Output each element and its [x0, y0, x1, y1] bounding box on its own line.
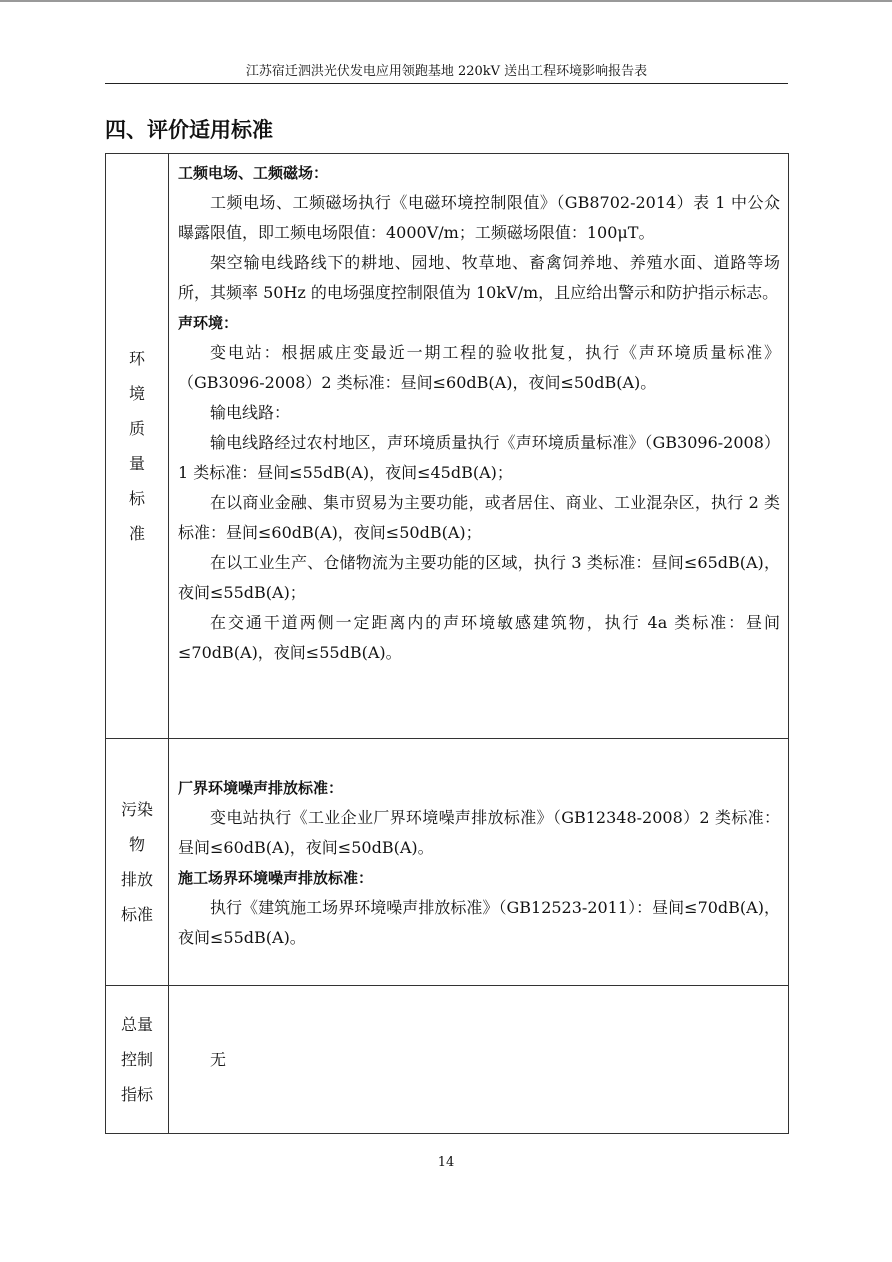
table-row-pollutant-emission [106, 739, 789, 986]
label-char: 控制 [120, 1050, 153, 1069]
label-char: 量 [128, 454, 145, 473]
label-char: 物 [128, 835, 145, 854]
label-char: 总量 [120, 1015, 153, 1034]
paragraph: 在以工业生产、仓储物流为主要功能的区域，执行 3 类标准：昼间≤65dB(A)，夜间≤55dB(A)； [178, 553, 780, 602]
content-block [178, 773, 780, 953]
row-label-total-control [106, 986, 169, 1134]
section-title: 四、评价适用标准 [105, 118, 273, 142]
row-content-environmental-quality [169, 154, 789, 739]
paragraph: 执行《建筑施工场界环境噪声排放标准》（GB12523-2011）：昼间≤70dB(A)，夜间≤55dB(A)。 [178, 898, 780, 947]
page-number: 14 [437, 1155, 455, 1170]
subheading: 厂界环境噪声排放标准： [178, 779, 344, 797]
label-char: 排放 [120, 870, 153, 889]
running-header-title: 江苏宿迁泗洪光伏发电应用领跑基地 220kV 送出工程环境影响报告表 [245, 64, 648, 79]
paragraph: 变电站执行《工业企业厂界环境噪声排放标准》（GB12348-2008）2 类标准：昼间≤60dB(A)，夜间≤50dB(A)。 [178, 808, 780, 857]
row-content-total-control [169, 986, 789, 1134]
paragraph: 工频电场、工频磁场执行《电磁环境控制限值》（GB8702-2014）表 1 中公众曝露限值，即工频电场限值：4000V/m；工频磁场限值：100μT。 [178, 193, 780, 242]
paragraph: 输电线路： [210, 403, 291, 422]
standards-table [105, 153, 789, 1134]
paragraph: 输电线路经过农村地区，声环境质量执行《声环境质量标准》（GB3096-2008）1 类标准：昼间≤55dB(A)，夜间≤45dB(A)； [178, 433, 780, 482]
content-block [178, 1045, 780, 1075]
label-char: 境 [128, 384, 145, 403]
subheading: 声环境： [178, 314, 239, 332]
label-char: 标 [128, 489, 145, 508]
vertical-label [106, 792, 168, 932]
subheading: 工频电场、工频磁场： [178, 164, 329, 182]
table-row-environmental-quality [106, 154, 789, 739]
label-char: 指标 [120, 1085, 153, 1104]
row-label-pollutant-emission [106, 739, 169, 986]
paragraph: 在以商业金融、集市贸易为主要功能，或者居住、商业、工业混杂区，执行 2 类标准：昼间≤60dB(A)，夜间≤50dB(A)； [178, 493, 780, 542]
vertical-label [106, 1007, 168, 1112]
label-char: 准 [128, 524, 145, 543]
paragraph: 无 [210, 1049, 227, 1069]
content-block [178, 158, 780, 668]
subheading: 施工场界环境噪声排放标准： [178, 869, 374, 887]
label-char: 标准 [120, 905, 153, 924]
paragraph: 架空输电线路线下的耕地、园地、牧草地、畜禽饲养地、养殖水面、道路等场所，其频率 50Hz 的电场强度控制限值为 10kV/m，且应给出警示和防护指示标志。 [178, 253, 780, 302]
table-row-total-control [106, 986, 789, 1134]
vertical-label [106, 341, 168, 551]
label-char: 环 [128, 349, 145, 368]
header-rule [105, 83, 788, 84]
page-top-rule [0, 0, 892, 2]
row-label-environmental-quality [106, 154, 169, 739]
row-content-pollutant-emission [169, 739, 789, 986]
paragraph: 在交通干道两侧一定距离内的声环境敏感建筑物，执行 4a 类标准：昼间≤70dB(A)，夜间≤55dB(A)。 [178, 613, 780, 662]
label-char: 污染 [120, 800, 153, 819]
label-char: 质 [128, 419, 145, 438]
paragraph: 变电站：根据戚庄变最近一期工程的验收批复，执行《声环境质量标准》（GB3096-2008）2 类标准：昼间≤60dB(A)，夜间≤50dB(A)。 [178, 343, 780, 392]
